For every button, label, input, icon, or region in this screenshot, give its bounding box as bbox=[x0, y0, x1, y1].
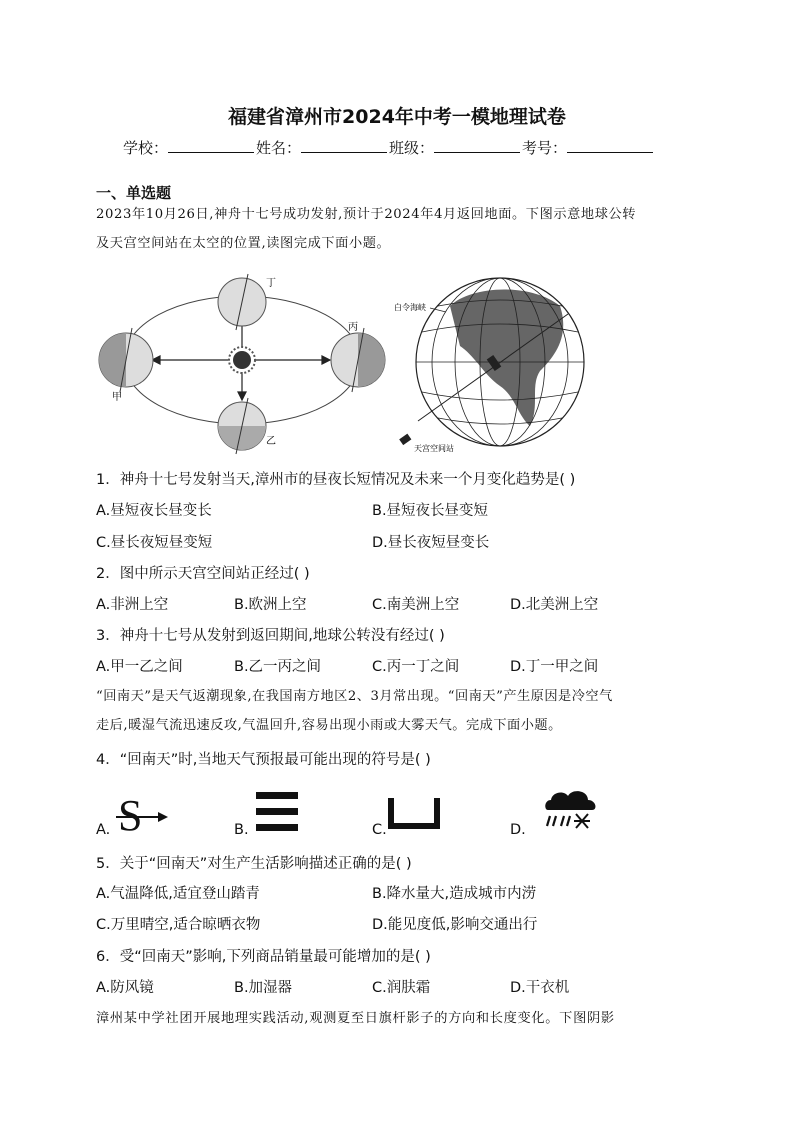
q6-option-c[interactable]: C.润肤霜 bbox=[372, 980, 431, 996]
earth-bing-icon bbox=[331, 328, 385, 392]
label-ding: 丁 bbox=[266, 278, 276, 289]
q3-option-d[interactable]: D.丁一甲之间 bbox=[510, 659, 599, 675]
name-label: 姓名： bbox=[256, 139, 302, 157]
earth-yi-icon bbox=[218, 398, 266, 454]
intro-paragraph-2 bbox=[96, 682, 712, 740]
q5-option-b[interactable]: B.降水量大,造成城市内涝 bbox=[372, 886, 537, 902]
sun-icon bbox=[229, 347, 255, 373]
q4-option-c[interactable]: C. bbox=[372, 822, 387, 838]
earth-orbit-figure bbox=[94, 268, 394, 458]
q6-option-a[interactable]: A.防风镜 bbox=[96, 980, 154, 996]
question-5: 5．关于“回南天”对生产生活影响描述正确的是( ) bbox=[96, 856, 412, 872]
q5-option-d[interactable]: D.能见度低,影响交通出行 bbox=[372, 917, 538, 933]
q5-option-a[interactable]: A.气温降低,适宜登山踏青 bbox=[96, 886, 260, 902]
q1-option-a[interactable]: A.昼短夜长昼变长 bbox=[96, 503, 212, 519]
q3-option-c[interactable]: C.丙一丁之间 bbox=[372, 659, 460, 675]
overcast-symbol-icon bbox=[388, 796, 440, 830]
intro-1-line-1: 2023年10月26日,神舟十七号成功发射,预计于2024年4月返回地面。下图示意地球公转 bbox=[96, 207, 637, 222]
question-2: 2．图中所示天宫空间站正经过( ) bbox=[96, 566, 310, 582]
question-3: 3．神舟十七号从发射到返回期间,地球公转没有经过( ) bbox=[96, 628, 445, 644]
q6-option-b[interactable]: B.加湿器 bbox=[234, 980, 293, 996]
student-info-line bbox=[123, 137, 655, 158]
globe-figure bbox=[390, 276, 590, 458]
fog-symbol-icon bbox=[254, 790, 300, 834]
q1-option-c[interactable]: C.昼长夜短昼变短 bbox=[96, 535, 213, 551]
q6-option-d[interactable]: D.干衣机 bbox=[510, 980, 570, 996]
section-heading: 一、单选题 bbox=[96, 184, 172, 202]
exam-no-label: 考号： bbox=[522, 139, 568, 157]
q1-option-b[interactable]: B.昼短夜长昼变短 bbox=[372, 503, 489, 519]
school-blank bbox=[168, 138, 254, 153]
q3-option-a[interactable]: A.甲一乙之间 bbox=[96, 659, 183, 675]
intro-1-line-2: 及天宫空间站在太空的位置,读图完成下面小题。 bbox=[96, 236, 391, 251]
q2-option-b[interactable]: B.欧洲上空 bbox=[234, 597, 307, 613]
q2-option-d[interactable]: D.北美洲上空 bbox=[510, 597, 599, 613]
q5-option-c[interactable]: C.万里晴空,适合晾晒衣物 bbox=[96, 917, 261, 933]
q4-option-d[interactable]: D. bbox=[510, 822, 526, 838]
question-4: 4．“回南天”时,当地天气预报最可能出现的符号是( ) bbox=[96, 752, 431, 768]
q2-option-a[interactable]: A.非洲上空 bbox=[96, 597, 169, 613]
label-space-station: 天宫空间站 bbox=[414, 444, 454, 453]
class-blank bbox=[434, 138, 520, 153]
question-6: 6．受“回南天”影响,下列商品销量最可能增加的是( ) bbox=[96, 949, 431, 965]
q4-option-b[interactable]: B. bbox=[234, 822, 249, 838]
earth-jia-icon bbox=[99, 328, 153, 392]
intro-paragraph-3 bbox=[96, 1004, 716, 1033]
q3-option-b[interactable]: B.乙一丙之间 bbox=[234, 659, 322, 675]
q1-option-d[interactable]: D.昼长夜短昼变长 bbox=[372, 535, 490, 551]
intro-2-line-1: “回南天”是天气返潮现象,在我国南方地区2、3月常出现。“回南天”产生原因是冷空气 bbox=[96, 689, 613, 704]
name-blank bbox=[301, 138, 387, 153]
q4-option-a[interactable]: A. bbox=[96, 822, 111, 838]
svg-text:S: S bbox=[118, 791, 143, 836]
question-1: 1．神舟十七号发射当天,漳州市的昼夜长短情况及未来一个月变化趋势是( ) bbox=[96, 472, 576, 488]
school-label: 学校： bbox=[123, 139, 169, 157]
intro-paragraph-1 bbox=[96, 200, 706, 258]
sandstorm-symbol-icon bbox=[114, 790, 170, 836]
page-title: 福建省漳州市2024年中考一模地理试卷 bbox=[228, 106, 566, 128]
class-label: 班级： bbox=[389, 139, 435, 157]
exam-no-blank bbox=[567, 138, 653, 153]
label-yi: 乙 bbox=[266, 436, 276, 447]
label-bing: 丙 bbox=[348, 322, 358, 333]
q2-option-c[interactable]: C.南美洲上空 bbox=[372, 597, 460, 613]
rain-snow-symbol-icon bbox=[542, 786, 600, 832]
label-jia: 甲 bbox=[112, 392, 122, 403]
intro-3-line-1: 漳州某中学社团开展地理实践活动,观测夏至日旗杆影子的方向和长度变化。下图阴影 bbox=[96, 1011, 615, 1026]
intro-2-line-2: 走后,暖湿气流迅速反攻,气温回升,容易出现小雨或大雾天气。完成下面小题。 bbox=[96, 718, 562, 733]
label-bering-strait: 白令海峡 bbox=[394, 303, 426, 312]
space-station-icon bbox=[399, 434, 411, 445]
earth-ding-icon bbox=[218, 274, 266, 330]
